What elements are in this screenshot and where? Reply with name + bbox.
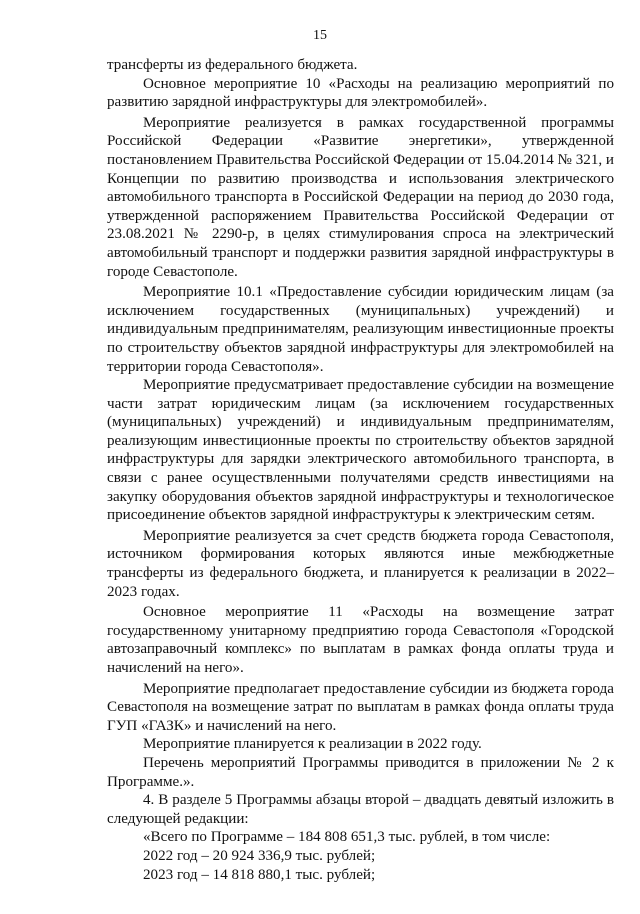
paragraph-funding-source: Мероприятие реализуется за счет средств бюджета города Севастополя, источником формирования которых являются иные межбюджетные трансферты из федерального бюджета, и планируется к реализации в 2022–2023 годах. bbox=[107, 527, 614, 600]
paragraph-main-activity-11: Основное мероприятие 11 «Расходы на возмещение затрат государственному унитарному предприятию города Севастополя «Городской автозаправочный комплекс» по выплатам в рамках фонда оплаты труда и начислений на него». bbox=[107, 604, 614, 676]
paragraph-section-5-amendment: 4. В разделе 5 Программы абзацы второй – двадцать девятый изложить в следующей редакции: bbox=[107, 792, 614, 827]
document-body bbox=[107, 56, 614, 884]
paragraph-main-activity-10: Основное мероприятие 10 «Расходы на реализацию мероприятий по развитию зарядной инфраструктуры для электромобилей». bbox=[107, 75, 614, 111]
page-number: 15 bbox=[313, 28, 327, 43]
paragraph-activity-11-period: Мероприятие планируется к реализации в 2022 году. bbox=[143, 736, 482, 753]
paragraph-program-total: «Всего по Программе – 184 808 651,3 тыс. рублей, в том числе: bbox=[143, 829, 551, 846]
paragraph-subsidy-description: Мероприятие предусматривает предоставление субсидии на возмещение части затрат юридическим лицам (за исключением государственных (муниципальных) учреждений) и индивидуальным предпринимателям, реализующим инвестиционные проекты по строительству объектов зарядной инфраструктуры для зарядки электрического автомобильного транспорта, в связи с ранее осуществленными получателями средств инвестициями на закупку оборудования объектов зарядной инфраструктуры и технологическое присоединение объектов зарядной инфраструктуры к электрическим сетям. bbox=[107, 377, 614, 524]
paragraph-activity-10-1: Мероприятие 10.1 «Предоставление субсидии юридическим лицам (за исключением государственных (муниципальных) учреждений) и индивидуальным предпринимателям, реализующим инвестиционные проекты по строительству объектов зарядной инфраструктуры для электромобилей на территории города Севастополя». bbox=[107, 284, 614, 375]
paragraph-transfers-end: трансферты из федерального бюджета. bbox=[107, 57, 358, 73]
paragraph-activity-11-subsidy: Мероприятие предполагает предоставление субсидии из бюджета города Севастополя на возмещение затрат по выплатам в рамках фонда оплаты труда ГУП «ГАЗК» и начислений на него. bbox=[107, 680, 614, 734]
paragraph-year-2022: 2022 год – 20 924 336,9 тыс. рублей; bbox=[143, 847, 376, 864]
paragraph-year-2023: 2023 год – 14 818 880,1 тыс. рублей; bbox=[143, 866, 376, 883]
paragraph-activities-list: Перечень мероприятий Программы приводится в приложении № 2 к Программе.». bbox=[107, 754, 614, 790]
paragraph-activity-10-basis: Мероприятие реализуется в рамках государственной программы Российской Федерации «Развитие энергетики», утвержденной постановлением Правительства Российской Федерации от 15.04.2014 № 321, и Концепции по развитию производства и использования электрического автомобильного транспорта в Российской Федерации на период до 2030 года, утвержденной распоряжением Правительства Российской Федерации от 23.08.2021 № 2290-р, в целях стимулирования спроса на электрический автомобильный транспорт и поддержки развития зарядной инфраструктуры в городе Севастополе. bbox=[107, 114, 614, 280]
